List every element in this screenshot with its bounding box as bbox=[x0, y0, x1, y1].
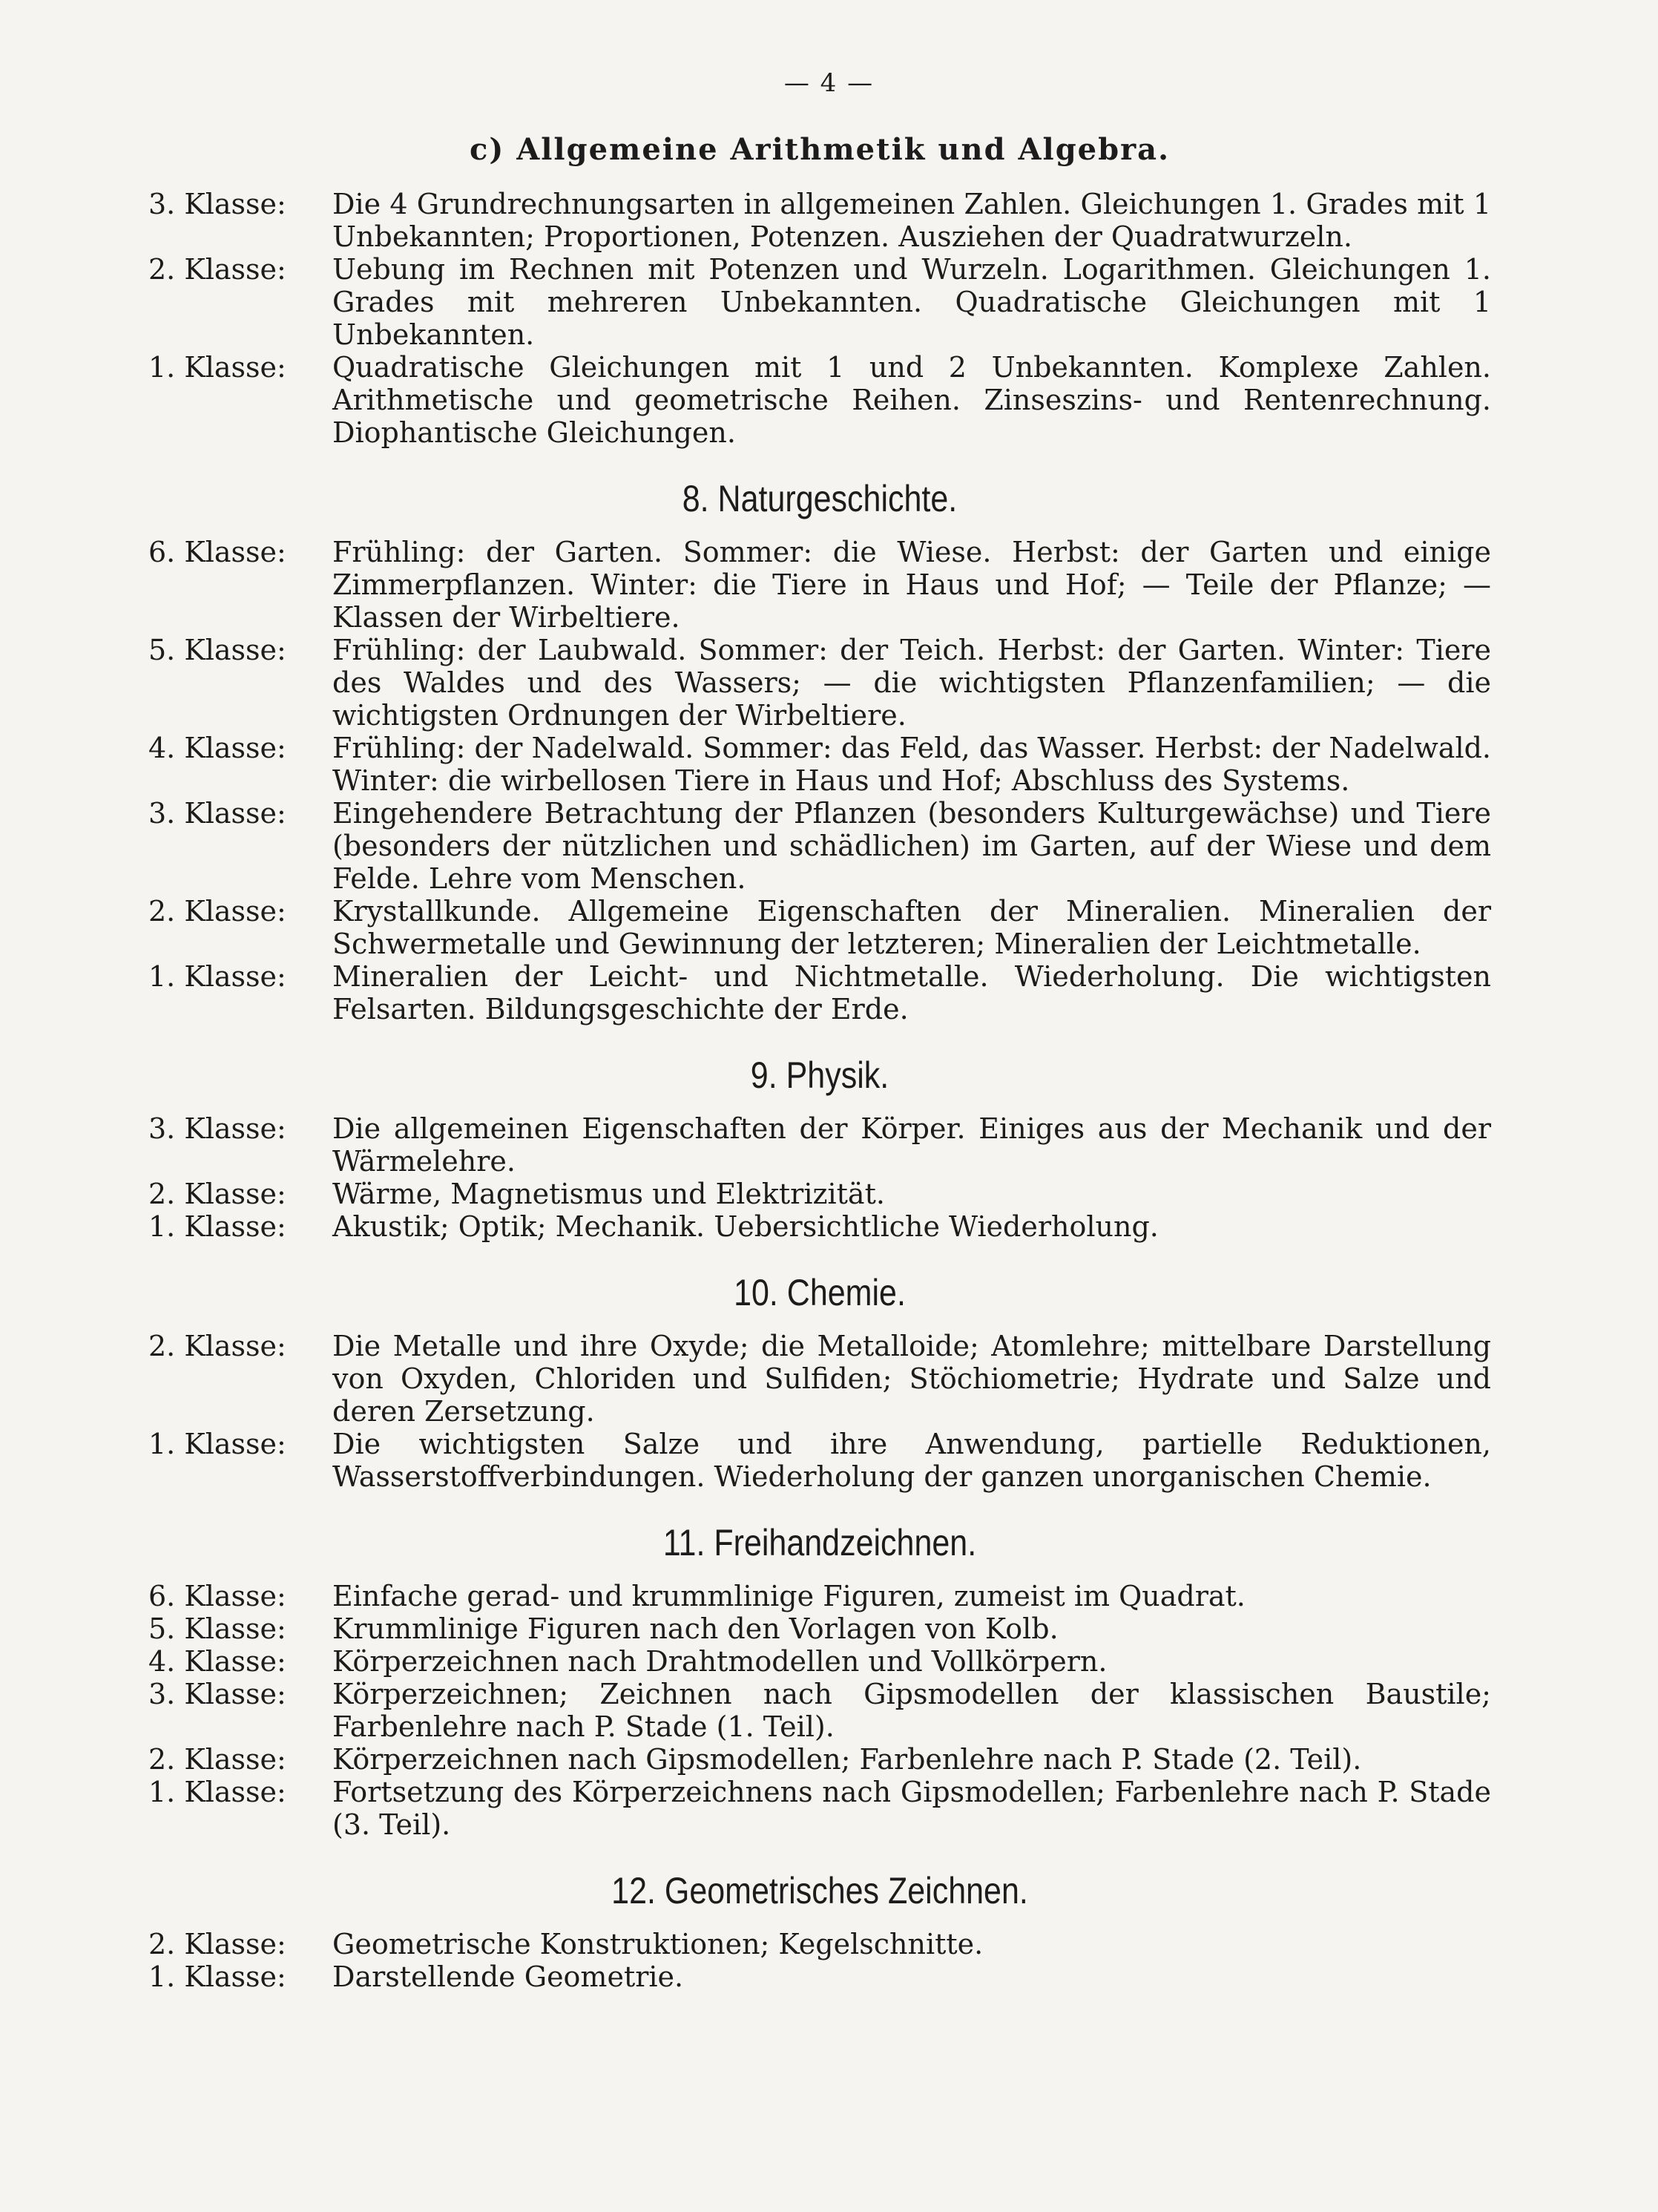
class-content: Darstellende Geometrie. bbox=[332, 1960, 684, 1993]
class-label: 2. Klasse: bbox=[148, 1178, 286, 1210]
class-label: 5. Klasse: bbox=[148, 634, 286, 666]
class-label: 2. Klasse: bbox=[148, 895, 286, 928]
subsection-title: c) Allgemeine Arithmetik und Algebra. bbox=[469, 132, 1171, 167]
curriculum-row bbox=[148, 1178, 1491, 1210]
curriculum-row bbox=[148, 536, 1491, 634]
class-content: Geometrische Konstruktionen; Kegelschnitte. bbox=[332, 1928, 984, 1960]
class-content: Frühling: der Garten. Sommer: die Wiese. Herbst: der Garten und einige Zimmerpflanzen. Winter: die Tiere in Haus und Hof; — Teile der Pflanze; — Klassen der Wirbeltiere. bbox=[332, 536, 1491, 634]
class-label: 2. Klasse: bbox=[148, 1330, 286, 1362]
curriculum-row bbox=[148, 1330, 1491, 1428]
class-label: 1. Klasse: bbox=[148, 1428, 286, 1460]
class-label: 3. Klasse: bbox=[148, 1678, 286, 1710]
class-content: Mineralien der Leicht- und Nichtmetalle. Wiederholung. Die wichtigsten Felsarten. Bildungsgeschichte der Erde. bbox=[332, 960, 1491, 1025]
curriculum-row bbox=[148, 1112, 1491, 1178]
curriculum-row bbox=[148, 732, 1491, 797]
class-label: 3. Klasse: bbox=[148, 1112, 286, 1145]
section-title: 8. Naturgeschichte. bbox=[682, 478, 958, 519]
class-content: Körperzeichnen; Zeichnen nach Gipsmodellen der klassischen Baustile; Farbenlehre nach P. Stade (1. Teil). bbox=[332, 1678, 1491, 1743]
subsection-arithmetik bbox=[148, 132, 1491, 449]
class-label: 6. Klasse: bbox=[148, 536, 286, 568]
curriculum-row bbox=[148, 1960, 1491, 1993]
class-content: Eingehendere Betrachtung der Pflanzen (besonders Kulturgewächse) und Tiere (besonders der nützlichen und schädlichen) im Garten, auf der Wiese und dem Felde. Lehre vom Menschen. bbox=[332, 797, 1491, 895]
class-content: Fortsetzung des Körperzeichnens nach Gipsmodellen; Farbenlehre nach P. Stade (3. Teil). bbox=[332, 1776, 1491, 1841]
curriculum-row bbox=[148, 1743, 1491, 1776]
class-label: 1. Klasse: bbox=[148, 1776, 286, 1808]
section-geometrisches-zeichnen bbox=[148, 1871, 1491, 1993]
class-content: Frühling: der Nadelwald. Sommer: das Feld, das Wasser. Herbst: der Nadelwald. Winter: die wirbellosen Tiere in Haus und Hof; Abschluss des Systems. bbox=[332, 732, 1491, 797]
class-content: Krystallkunde. Allgemeine Eigenschaften der Mineralien. Mineralien der Schwermetalle und Gewinnung der letzteren; Mineralien der Leichtmetalle. bbox=[332, 895, 1491, 960]
class-label: 2. Klasse: bbox=[148, 1743, 286, 1776]
class-content: Einfache gerad- und krummlinige Figuren, zumeist im Quadrat. bbox=[332, 1580, 1246, 1612]
class-label: 1. Klasse: bbox=[148, 1210, 286, 1243]
curriculum-row bbox=[148, 1428, 1491, 1493]
class-content: Die wichtigsten Salze und ihre Anwendung, partielle Reduktionen, Wasserstoffverbindungen. Wiederholung der ganzen unorganischen Chemie. bbox=[332, 1428, 1491, 1493]
class-label: 1. Klasse: bbox=[148, 351, 286, 384]
class-content: Körperzeichnen nach Gipsmodellen; Farbenlehre nach P. Stade (2. Teil). bbox=[332, 1743, 1362, 1776]
curriculum-row bbox=[148, 634, 1491, 732]
curriculum-row bbox=[148, 351, 1491, 449]
curriculum-row bbox=[148, 895, 1491, 960]
class-label: 2. Klasse: bbox=[148, 1928, 286, 1960]
class-label: 3. Klasse: bbox=[148, 797, 286, 830]
curriculum-row bbox=[148, 253, 1491, 351]
curriculum-row bbox=[148, 1928, 1491, 1960]
class-label: 1. Klasse: bbox=[148, 1960, 286, 1993]
class-label: 4. Klasse: bbox=[148, 1645, 286, 1678]
section-title: 12. Geometrisches Zeichnen. bbox=[611, 1870, 1028, 1911]
curriculum-row bbox=[148, 188, 1491, 253]
curriculum-row bbox=[148, 960, 1491, 1025]
class-label: 6. Klasse: bbox=[148, 1580, 286, 1612]
section-title: 11. Freihandzeichnen. bbox=[662, 1522, 977, 1563]
class-content: Quadratische Gleichungen mit 1 und 2 Unbekannten. Komplexe Zahlen. Arithmetische und geometrische Reihen. Zinseszins- und Rentenrechnung. Diophantische Gleichungen. bbox=[332, 351, 1491, 449]
class-content: Uebung im Rechnen mit Potenzen und Wurzeln. Logarithmen. Gleichungen 1. Grades mit mehreren Unbekannten. Quadratische Gleichungen mit 1 Unbekannten. bbox=[332, 253, 1491, 351]
section-freihandzeichnen bbox=[148, 1523, 1491, 1841]
curriculum-row bbox=[148, 797, 1491, 895]
curriculum-row bbox=[148, 1210, 1491, 1243]
section-chemie bbox=[148, 1273, 1491, 1493]
section-naturgeschichte bbox=[148, 479, 1491, 1025]
section-physik bbox=[148, 1055, 1491, 1243]
class-content: Krummlinige Figuren nach den Vorlagen von Kolb. bbox=[332, 1612, 1059, 1645]
class-content: Wärme, Magnetismus und Elektrizität. bbox=[332, 1178, 885, 1210]
class-content: Körperzeichnen nach Drahtmodellen und Vollkörpern. bbox=[332, 1645, 1108, 1678]
class-label: 4. Klasse: bbox=[148, 732, 286, 764]
page-number: — 4 — bbox=[783, 68, 875, 98]
class-content: Die allgemeinen Eigenschaften der Körper. Einiges aus der Mechanik und der Wärmelehre. bbox=[332, 1112, 1491, 1178]
curriculum-row bbox=[148, 1580, 1491, 1612]
class-content: Akustik; Optik; Mechanik. Uebersichtliche Wiederholung. bbox=[332, 1210, 1159, 1243]
curriculum-row bbox=[148, 1645, 1491, 1678]
class-label: 1. Klasse: bbox=[148, 960, 286, 993]
curriculum-row bbox=[148, 1612, 1491, 1645]
class-content: Die Metalle und ihre Oxyde; die Metalloide; Atomlehre; mittelbare Darstellung von Oxyden, Chloriden und Sulfiden; Stöchiometrie; Hydrate und Salze und deren Zersetzung. bbox=[332, 1330, 1491, 1428]
class-label: 5. Klasse: bbox=[148, 1612, 286, 1645]
class-content: Frühling: der Laubwald. Sommer: der Teich. Herbst: der Garten. Winter: Tiere des Waldes und des Wassers; — die wichtigsten Pflanzenfamilien; — die wichtigsten Ordnungen der Wirbeltiere. bbox=[332, 634, 1491, 732]
class-content: Die 4 Grundrechnungsarten in allgemeinen Zahlen. Gleichungen 1. Grades mit 1 Unbekannten; Proportionen, Potenzen. Ausziehen der Quadratwurzeln. bbox=[332, 188, 1491, 253]
page-content bbox=[148, 132, 1491, 1993]
section-title: 10. Chemie. bbox=[734, 1272, 906, 1313]
curriculum-row bbox=[148, 1776, 1491, 1841]
curriculum-row bbox=[148, 1678, 1491, 1743]
class-label: 3. Klasse: bbox=[148, 188, 286, 220]
section-title: 9. Physik. bbox=[750, 1054, 889, 1096]
class-label: 2. Klasse: bbox=[148, 253, 286, 286]
